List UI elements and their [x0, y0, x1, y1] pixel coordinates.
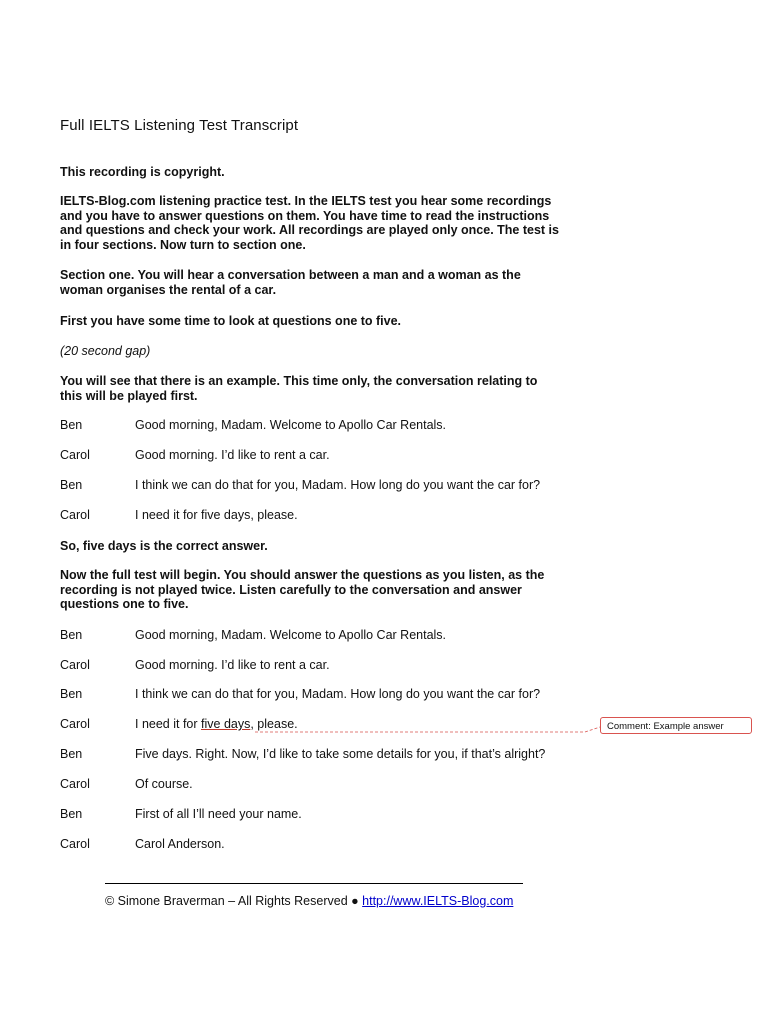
dialogue-line: I need it for five days, please.: [135, 508, 298, 522]
speaker-name: Ben: [60, 687, 83, 701]
speaker-name: Carol: [60, 658, 90, 672]
dialogue-line: I think we can do that for you, Madam. How long do you want the car for?: [135, 687, 541, 701]
speaker-name: Ben: [60, 418, 83, 432]
speaker-name: Ben: [60, 747, 83, 761]
dialogue-line: Of course.: [135, 777, 193, 791]
speaker-name: Carol: [60, 777, 90, 791]
dialogue-line: Good morning. I’d like to rent a car.: [135, 448, 330, 462]
speaker-name: Carol: [60, 837, 90, 851]
document-title: Full IELTS Listening Test Transcript: [60, 117, 299, 134]
comment-connector: [255, 725, 600, 735]
footer: [105, 894, 513, 908]
example-intro: You will see that there is an example. This time only, the conversation relating to this will be played first.: [60, 374, 538, 403]
first-instruction: First you have some time to look at questions one to five.: [60, 314, 402, 328]
full-test-intro: Now the full test will begin. You should answer the questions as you listen, as the recording is not played twice. Listen carefully to the conversation and answer questions one to five.: [60, 568, 545, 612]
copyright-notice: This recording is copyright.: [60, 165, 225, 179]
speaker-name: Ben: [60, 628, 83, 642]
example-answer: So, five days is the correct answer.: [60, 539, 268, 553]
footer-divider: [105, 883, 523, 884]
footer-copyright: © Simone Braverman – All Rights Reserved ●: [105, 894, 363, 908]
dialogue-line: Five days. Right. Now, I’d like to take some details for you, if that’s alright?: [135, 747, 546, 761]
speaker-name: Ben: [60, 478, 83, 492]
speaker-name: Carol: [60, 717, 90, 731]
speaker-name: Ben: [60, 807, 83, 821]
section-one-intro: Section one. You will hear a conversation between a man and a woman as the woman organises the rental of a car.: [60, 268, 521, 297]
commented-text[interactable]: five days: [201, 717, 251, 731]
dialogue-line: First of all I’ll need your name.: [135, 807, 302, 821]
comment-balloon[interactable]: Comment: Example answer: [600, 717, 752, 734]
gap-note: (20 second gap): [60, 344, 151, 358]
speaker-name: Carol: [60, 448, 90, 462]
speaker-name: Carol: [60, 508, 90, 522]
dialogue-line: I think we can do that for you, Madam. How long do you want the car for?: [135, 478, 541, 492]
line-text: , please.: [250, 717, 298, 731]
practice-intro: IELTS-Blog.com listening practice test. In the IELTS test you hear some recordings and you have to answer questions on them. You have time to read the instructions and questions and check your work. All recordings are played only once. The test is in four sections. Now turn to section one.: [60, 194, 559, 252]
footer-link[interactable]: http://www.IELTS-Blog.com: [362, 894, 514, 908]
line-text: I need it for: [135, 717, 202, 731]
dialogue-line: Carol Anderson.: [135, 837, 225, 851]
dialogue-line: Good morning. I’d like to rent a car.: [135, 658, 330, 672]
dialogue-line: Good morning, Madam. Welcome to Apollo Car Rentals.: [135, 418, 447, 432]
dialogue-line: Good morning, Madam. Welcome to Apollo Car Rentals.: [135, 628, 447, 642]
